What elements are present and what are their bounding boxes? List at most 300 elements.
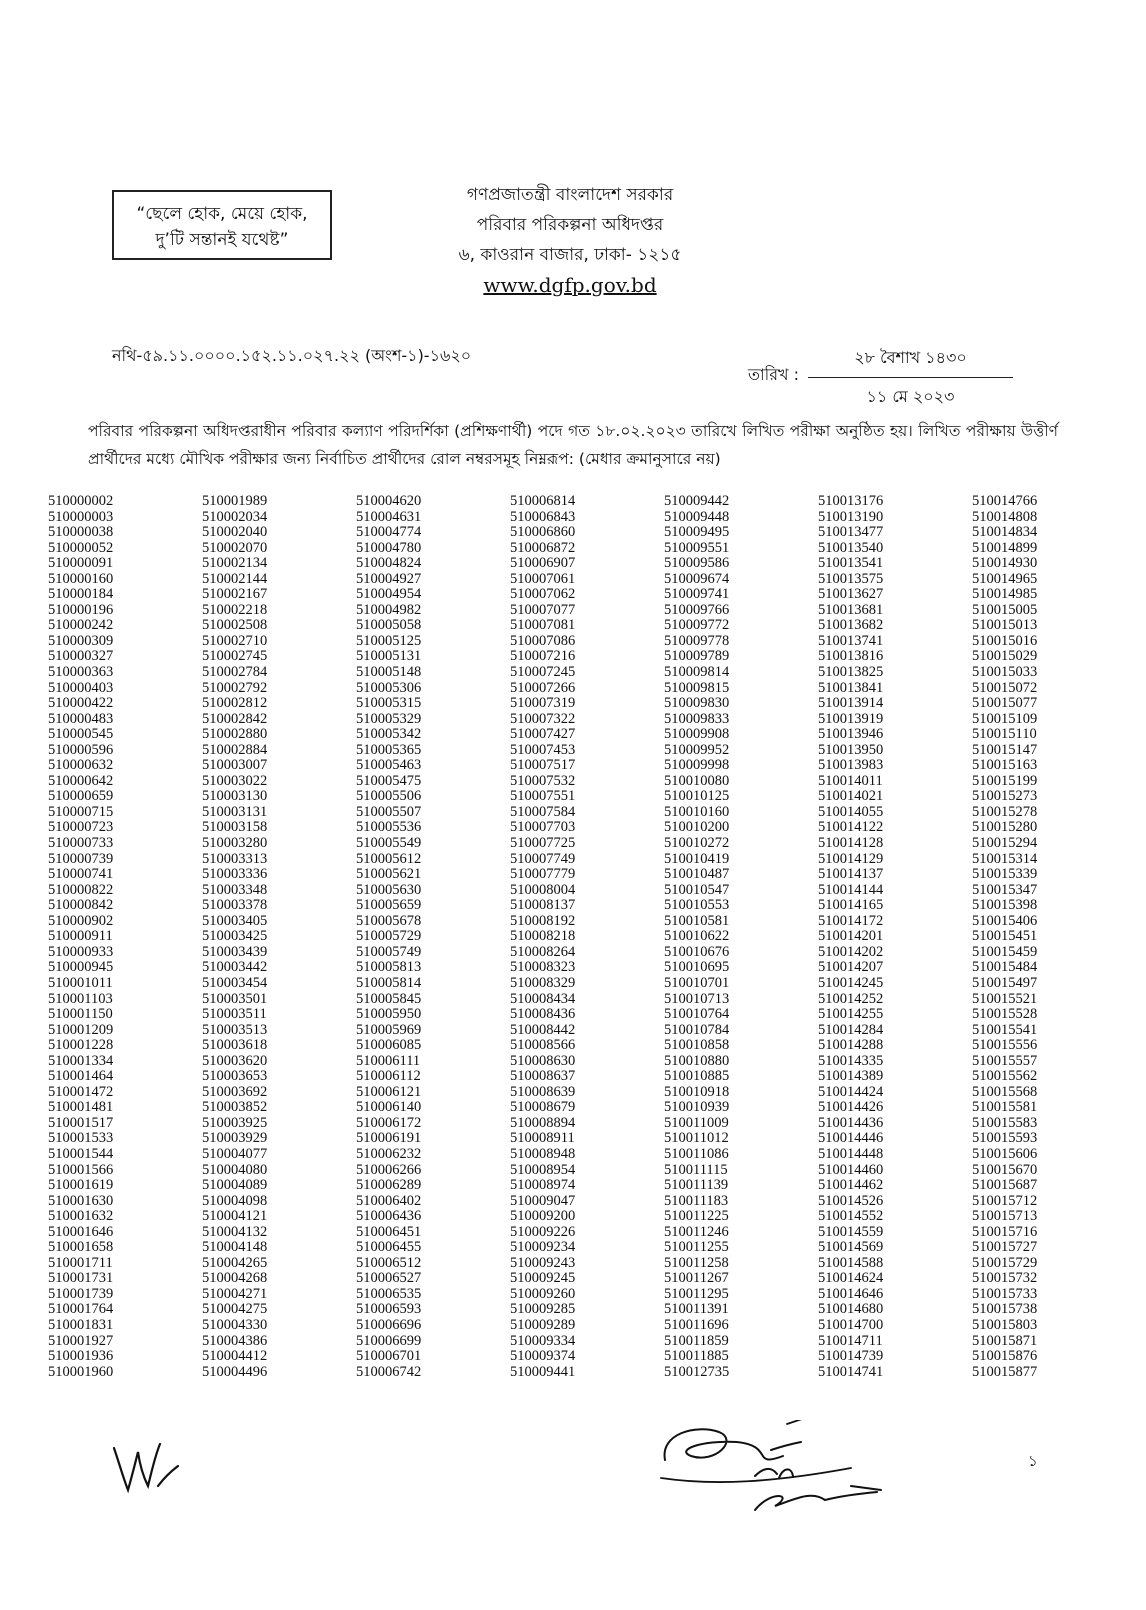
roll-number: 510001831 — [48, 1316, 114, 1333]
slogan-line-1: “ছেলে হোক, মেয়ে হোক, — [136, 204, 308, 224]
roll-number: 510014255 — [818, 1006, 884, 1023]
roll-number: 510008004 — [510, 881, 576, 898]
roll-number: 510014588 — [818, 1254, 884, 1271]
roll-number: 510005131 — [356, 648, 422, 665]
roll-number: 510010272 — [664, 835, 730, 852]
roll-number: 510014122 — [818, 819, 884, 836]
roll-number: 510005678 — [356, 912, 422, 929]
roll-number: 510000723 — [48, 819, 114, 836]
roll-number: 510002880 — [202, 726, 268, 743]
roll-number: 510015712 — [972, 1192, 1038, 1209]
roll-number: 510000160 — [48, 570, 114, 587]
roll-number: 510002070 — [202, 539, 268, 556]
roll-number: 510013540 — [818, 539, 884, 556]
roll-number: 510015562 — [972, 1068, 1038, 1085]
roll-number: 510010695 — [664, 959, 730, 976]
roll-number: 510015733 — [972, 1285, 1038, 1302]
roll-number: 510014624 — [818, 1270, 884, 1287]
roll-number: 510006696 — [356, 1316, 422, 1333]
roll-number: 510003929 — [202, 1130, 268, 1147]
date-block — [808, 345, 1013, 411]
roll-number: 510009289 — [510, 1316, 576, 1333]
roll-number: 510014426 — [818, 1099, 884, 1116]
roll-number: 510006593 — [356, 1301, 422, 1318]
roll-number: 510009334 — [510, 1332, 576, 1349]
roll-number: 510006289 — [356, 1177, 422, 1194]
roll-number: 510001209 — [48, 1021, 114, 1038]
roll-number: 510000403 — [48, 679, 114, 696]
roll-number: 510006907 — [510, 555, 576, 572]
roll-number: 510006512 — [356, 1254, 422, 1271]
roll-number: 510010880 — [664, 1052, 730, 1069]
roll-number: 510014552 — [818, 1208, 884, 1225]
roll-number: 510005463 — [356, 757, 422, 774]
roll-number: 510004275 — [202, 1301, 268, 1318]
roll-number: 510006451 — [356, 1223, 422, 1240]
roll-number: 510011246 — [664, 1223, 729, 1240]
roll-number: 510002167 — [202, 586, 268, 603]
roll-number: 510007062 — [510, 586, 576, 603]
roll-number: 510006111 — [356, 1052, 421, 1069]
roll-number: 510015199 — [972, 772, 1038, 789]
roll-number: 510008434 — [510, 990, 576, 1007]
roll-number: 510015732 — [972, 1270, 1038, 1287]
roll-number: 510001658 — [48, 1239, 114, 1256]
roll-number: 510005845 — [356, 990, 422, 1007]
roll-number: 510007081 — [510, 617, 576, 634]
roll-number: 510005306 — [356, 679, 422, 696]
roll-number: 510013919 — [818, 710, 884, 727]
roll-number: 510011225 — [664, 1208, 729, 1225]
roll-number: 510014128 — [818, 835, 884, 852]
roll-number: 510007086 — [510, 632, 576, 649]
roll-number: 510001739 — [48, 1285, 114, 1302]
roll-number: 510009285 — [510, 1301, 576, 1318]
roll-number: 510006742 — [356, 1363, 422, 1380]
roll-number: 510013627 — [818, 586, 884, 603]
roll-number: 510003501 — [202, 990, 268, 1007]
roll-number: 510015013 — [972, 617, 1038, 634]
roll-number: 510000596 — [48, 741, 114, 758]
roll-number: 510014460 — [818, 1161, 884, 1178]
roll-number: 510010125 — [664, 788, 730, 805]
date-label: তারিখ : — [748, 365, 800, 384]
roll-number: 510014559 — [818, 1223, 884, 1240]
roll-number: 510003454 — [202, 974, 268, 991]
roll-number: 510014899 — [972, 539, 1038, 556]
roll-number: 510013914 — [818, 695, 884, 712]
department-name: পরিবার পরিকল্পনা অধিদপ্তর — [476, 215, 664, 235]
roll-number: 510009551 — [664, 539, 730, 556]
roll-number: 510001646 — [48, 1223, 114, 1240]
roll-number: 510001228 — [48, 1037, 114, 1054]
roll-number: 510011012 — [664, 1130, 729, 1147]
roll-number: 510009374 — [510, 1348, 576, 1365]
roll-number: 510015593 — [972, 1130, 1038, 1147]
roll-number: 510007584 — [510, 803, 576, 820]
roll-number: 510013741 — [818, 632, 884, 649]
roll-number: 510000741 — [48, 866, 114, 883]
roll-number: 510005342 — [356, 726, 422, 743]
roll-number: 510010701 — [664, 974, 730, 991]
roll-number: 510015568 — [972, 1083, 1038, 1100]
roll-number: 510006085 — [356, 1037, 422, 1054]
roll-number: 510009243 — [510, 1254, 576, 1271]
roll-number: 510015871 — [972, 1332, 1038, 1349]
roll-number: 510014129 — [818, 850, 884, 867]
roll-number: 510003925 — [202, 1114, 268, 1131]
slogan-line-2: দু’টি সন্তানই যথেষ্ট” — [155, 230, 289, 250]
roll-number: 510013477 — [818, 524, 884, 541]
roll-number: 510003405 — [202, 912, 268, 929]
roll-number: 510001630 — [48, 1192, 114, 1209]
roll-number: 510006266 — [356, 1161, 422, 1178]
roll-number: 510009830 — [664, 695, 730, 712]
roll-number: 510005630 — [356, 881, 422, 898]
roll-number: 510001960 — [48, 1363, 114, 1380]
roll-number: 510011391 — [664, 1301, 729, 1318]
roll-number: 510014766 — [972, 493, 1038, 509]
roll-number: 510015314 — [972, 850, 1038, 867]
roll-number: 510002040 — [202, 524, 268, 541]
roll-number: 510000309 — [48, 632, 114, 649]
roll-number: 510005621 — [356, 866, 422, 883]
roll-number: 510009814 — [664, 664, 730, 681]
roll-number: 510004412 — [202, 1348, 268, 1365]
roll-number: 510015803 — [972, 1316, 1038, 1333]
roll-number: 510000822 — [48, 881, 114, 898]
government-name: গণপ্রজাতন্ত্রী বাংলাদেশ সরকার — [466, 185, 674, 205]
roll-number: 510004496 — [202, 1363, 268, 1380]
roll-number: 510009448 — [664, 508, 730, 525]
roll-number: 510013983 — [818, 757, 884, 774]
roll-number: 510006232 — [356, 1145, 422, 1162]
roll-number: 510004132 — [202, 1223, 268, 1240]
roll-number: 510009766 — [664, 601, 730, 618]
roll-number: 510015581 — [972, 1099, 1038, 1116]
roll-number: 510003692 — [202, 1083, 268, 1100]
roll-number: 510003513 — [202, 1021, 268, 1038]
roll-number: 510013541 — [818, 555, 884, 572]
roll-number: 510010160 — [664, 803, 730, 820]
memo-number: নথি-৫৯.১১.০০০০.১৫২.১১.০২৭.২২ (অংশ-১)-১৬২০ — [112, 346, 472, 365]
roll-number: 510000911 — [48, 928, 113, 945]
roll-number: 510008442 — [510, 1021, 576, 1038]
roll-number: 510007725 — [510, 835, 576, 852]
roll-number: 510015163 — [972, 757, 1038, 774]
roll-number: 510015541 — [972, 1021, 1038, 1038]
roll-number: 510004077 — [202, 1145, 268, 1162]
roll-number: 510001566 — [48, 1161, 114, 1178]
roll-number: 510002144 — [202, 570, 268, 587]
roll-number: 510014011 — [818, 772, 883, 789]
roll-number: 510000422 — [48, 695, 114, 712]
roll-number: 510003130 — [202, 788, 268, 805]
roll-number: 510010885 — [664, 1068, 730, 1085]
roll-number: 510009908 — [664, 726, 730, 743]
roll-number: 510009200 — [510, 1208, 576, 1225]
roll-number: 510004631 — [356, 508, 422, 525]
roll-number: 510014711 — [818, 1332, 883, 1349]
roll-number: 510014021 — [818, 788, 884, 805]
roll-number-table — [48, 494, 1126, 1380]
roll-number: 510001989 — [202, 493, 268, 509]
roll-number: 510013176 — [818, 493, 884, 509]
roll-number: 510014965 — [972, 570, 1038, 587]
roll-number: 510002842 — [202, 710, 268, 727]
roll-number: 510005813 — [356, 959, 422, 976]
roll-number: 510000545 — [48, 726, 114, 743]
roll-number: 510003022 — [202, 772, 268, 789]
roll-number: 510014446 — [818, 1130, 884, 1147]
roll-number: 510014335 — [818, 1052, 884, 1069]
roll-number: 510003618 — [202, 1037, 268, 1054]
roll-number: 510014526 — [818, 1192, 884, 1209]
roll-number: 510004265 — [202, 1254, 268, 1271]
roll-number: 510015528 — [972, 1006, 1038, 1023]
roll-number: 510004271 — [202, 1285, 268, 1302]
roll-number: 510006527 — [356, 1270, 422, 1287]
roll-number: 510008948 — [510, 1145, 576, 1162]
roll-number: 510007077 — [510, 601, 576, 618]
roll-number: 510000733 — [48, 835, 114, 852]
roll-number: 510007427 — [510, 726, 576, 743]
roll-number: 510000363 — [48, 664, 114, 681]
roll-number: 510001731 — [48, 1270, 114, 1287]
roll-number: 510011009 — [664, 1114, 729, 1131]
date-bangla: ২৮ বৈশাখ ১৪৩০ — [808, 345, 1013, 378]
roll-number: 510000483 — [48, 710, 114, 727]
roll-number: 510007245 — [510, 664, 576, 681]
roll-number: 510009815 — [664, 679, 730, 696]
roll-number: 510009495 — [664, 524, 730, 541]
roll-number: 510014201 — [818, 928, 884, 945]
roll-number: 510013190 — [818, 508, 884, 525]
roll-number: 510007061 — [510, 570, 576, 587]
roll-number: 510005950 — [356, 1006, 422, 1023]
roll-number: 510004954 — [356, 586, 422, 603]
roll-number: 510014252 — [818, 990, 884, 1007]
roll-number: 510014646 — [818, 1285, 884, 1302]
roll-column — [972, 494, 1126, 1380]
roll-number: 510013946 — [818, 726, 884, 743]
roll-number: 510008637 — [510, 1068, 576, 1085]
roll-number: 510001103 — [48, 990, 113, 1007]
roll-number: 510015556 — [972, 1037, 1038, 1054]
roll-number: 510015459 — [972, 943, 1038, 960]
roll-number: 510007517 — [510, 757, 576, 774]
roll-number: 510000003 — [48, 508, 114, 525]
roll-column — [48, 494, 202, 1380]
roll-number: 510010547 — [664, 881, 730, 898]
roll-number: 510010858 — [664, 1037, 730, 1054]
roll-number: 510010764 — [664, 1006, 730, 1023]
roll-number: 510007453 — [510, 741, 576, 758]
roll-number: 510009245 — [510, 1270, 576, 1287]
roll-number: 510011885 — [664, 1348, 729, 1365]
roll-number: 510010918 — [664, 1083, 730, 1100]
roll-number: 510015398 — [972, 897, 1038, 914]
roll-number: 510015294 — [972, 835, 1038, 852]
website-link[interactable]: www.dgfp.gov.bd — [483, 273, 657, 297]
roll-number: 510006191 — [356, 1130, 422, 1147]
roll-column — [818, 494, 972, 1380]
roll-number: 510000184 — [48, 586, 114, 603]
roll-number: 510006699 — [356, 1332, 422, 1349]
roll-number: 510005749 — [356, 943, 422, 960]
roll-number: 510014930 — [972, 555, 1038, 572]
roll-number: 510015110 — [972, 726, 1037, 743]
roll-number: 510005148 — [356, 664, 422, 681]
roll-number: 510003852 — [202, 1099, 268, 1116]
roll-number: 510009674 — [664, 570, 730, 587]
roll-number: 510008566 — [510, 1037, 576, 1054]
roll-number: 510015077 — [972, 695, 1038, 712]
roll-number: 510015484 — [972, 959, 1038, 976]
roll-number: 510014389 — [818, 1068, 884, 1085]
roll-number: 510008894 — [510, 1114, 576, 1131]
roll-number: 510006701 — [356, 1348, 422, 1365]
roll-number: 510003007 — [202, 757, 268, 774]
roll-number: 510008264 — [510, 943, 576, 960]
roll-number: 510005549 — [356, 835, 422, 852]
officer-signature — [655, 1420, 905, 1530]
roll-number: 510009226 — [510, 1223, 576, 1240]
roll-number: 510010487 — [664, 866, 730, 883]
roll-number: 510008137 — [510, 897, 576, 914]
roll-number: 510005969 — [356, 1021, 422, 1038]
roll-number: 510000052 — [48, 539, 114, 556]
roll-number: 510004268 — [202, 1270, 268, 1287]
roll-number: 510004982 — [356, 601, 422, 618]
roll-number: 510014172 — [818, 912, 884, 929]
roll-number: 510015147 — [972, 741, 1038, 758]
roll-number: 510005125 — [356, 632, 422, 649]
roll-column — [510, 494, 664, 1380]
roll-number: 510007532 — [510, 772, 576, 789]
roll-number: 510011139 — [664, 1177, 729, 1194]
roll-number: 510015876 — [972, 1348, 1038, 1365]
roll-number: 510006872 — [510, 539, 576, 556]
roll-number: 510007749 — [510, 850, 576, 867]
roll-number: 510015606 — [972, 1145, 1038, 1162]
roll-number: 510014808 — [972, 508, 1038, 525]
roll-number: 510015713 — [972, 1208, 1038, 1225]
page-number: ১ — [1028, 1452, 1038, 1470]
roll-number: 510003511 — [202, 1006, 267, 1023]
roll-number: 510011086 — [664, 1145, 729, 1162]
roll-number: 510004098 — [202, 1192, 268, 1209]
roll-number: 510004386 — [202, 1332, 268, 1349]
roll-number: 510008192 — [510, 912, 576, 929]
roll-number: 510005659 — [356, 897, 422, 914]
roll-number: 510005506 — [356, 788, 422, 805]
roll-number: 510008630 — [510, 1052, 576, 1069]
roll-number: 510011115 — [664, 1161, 728, 1178]
roll-number: 510008218 — [510, 928, 576, 945]
roll-number: 510000242 — [48, 617, 114, 634]
roll-number: 510000327 — [48, 648, 114, 665]
roll-number: 510009442 — [664, 493, 730, 509]
roll-number: 510009047 — [510, 1192, 576, 1209]
roll-number: 510004330 — [202, 1316, 268, 1333]
roll-number: 510001334 — [48, 1052, 114, 1069]
roll-number: 510015729 — [972, 1254, 1038, 1271]
roll-number: 510014288 — [818, 1037, 884, 1054]
roll-number: 510015451 — [972, 928, 1038, 945]
roll-number: 510010622 — [664, 928, 730, 945]
roll-number: 510002034 — [202, 508, 268, 525]
roll-number: 510015339 — [972, 866, 1038, 883]
intro-paragraph: পরিবার পরিকল্পনা অধিদপ্তরাধীন পরিবার কল্যাণ পরিদর্শিকা (প্রশিক্ষণার্থী) পদে গত ১৮.০২.২০২৩ তারিখে লিখিত পরীক্ষা অনুষ্ঠিত হয়। লিখিত পরীক্ষায় উত্তীর্ণ প্রার্থীদের মধ্যে মৌখিক পরীক্ষার জন্য নির্বাচিত প্রার্থীদের রোল নম্বরসমূহ নিম্নরূপ: (মেধার ক্রমানুসারে নয়) — [88, 422, 1058, 468]
roll-number: 510000715 — [48, 803, 114, 820]
roll-number: 510015521 — [972, 990, 1038, 1007]
roll-number: 510001517 — [48, 1114, 114, 1131]
roll-number: 510015273 — [972, 788, 1038, 805]
roll-number: 510005315 — [356, 695, 422, 712]
roll-number: 510014207 — [818, 959, 884, 976]
roll-number: 510001711 — [48, 1254, 113, 1271]
roll-number: 510001632 — [48, 1208, 114, 1225]
roll-number: 510006455 — [356, 1239, 422, 1256]
roll-number: 510003620 — [202, 1052, 268, 1069]
roll-number: 510000632 — [48, 757, 114, 774]
roll-number: 510002508 — [202, 617, 268, 634]
roll-number: 510015557 — [972, 1052, 1038, 1069]
roll-number: 510006402 — [356, 1192, 422, 1209]
roll-number: 510000945 — [48, 959, 114, 976]
roll-number: 510005729 — [356, 928, 422, 945]
roll-number: 510009778 — [664, 632, 730, 649]
roll-number: 510009441 — [510, 1363, 576, 1380]
roll-number: 510012735 — [664, 1363, 730, 1380]
roll-number: 510009586 — [664, 555, 730, 572]
roll-number: 510004927 — [356, 570, 422, 587]
roll-number: 510001927 — [48, 1332, 114, 1349]
roll-number: 510005329 — [356, 710, 422, 727]
roll-number: 510007216 — [510, 648, 576, 665]
initial-signature — [108, 1440, 188, 1495]
roll-number: 510010676 — [664, 943, 730, 960]
roll-number: 510008974 — [510, 1177, 576, 1194]
roll-number: 510013681 — [818, 601, 884, 618]
roll-number: 510014284 — [818, 1021, 884, 1038]
roll-number: 510003348 — [202, 881, 268, 898]
roll-number: 510014741 — [818, 1363, 884, 1380]
roll-number: 510003280 — [202, 835, 268, 852]
roll-number: 510011258 — [664, 1254, 729, 1271]
roll-number: 510013816 — [818, 648, 884, 665]
roll-number: 510003313 — [202, 850, 268, 867]
roll-number: 510015877 — [972, 1363, 1038, 1380]
roll-number: 510008639 — [510, 1083, 576, 1100]
slogan-box — [112, 190, 332, 260]
roll-number: 510009789 — [664, 648, 730, 665]
roll-number: 510010419 — [664, 850, 730, 867]
roll-number: 510015727 — [972, 1239, 1038, 1256]
roll-number: 510004774 — [356, 524, 422, 541]
roll-number: 510011183 — [664, 1192, 729, 1209]
roll-number: 510000659 — [48, 788, 114, 805]
roll-number: 510015687 — [972, 1177, 1038, 1194]
roll-number: 510009741 — [664, 586, 730, 603]
roll-number: 510014462 — [818, 1177, 884, 1194]
roll-number: 510015406 — [972, 912, 1038, 929]
roll-number: 510001464 — [48, 1068, 114, 1085]
roll-number: 510015670 — [972, 1161, 1038, 1178]
roll-number: 510003158 — [202, 819, 268, 836]
roll-number: 510004080 — [202, 1161, 268, 1178]
